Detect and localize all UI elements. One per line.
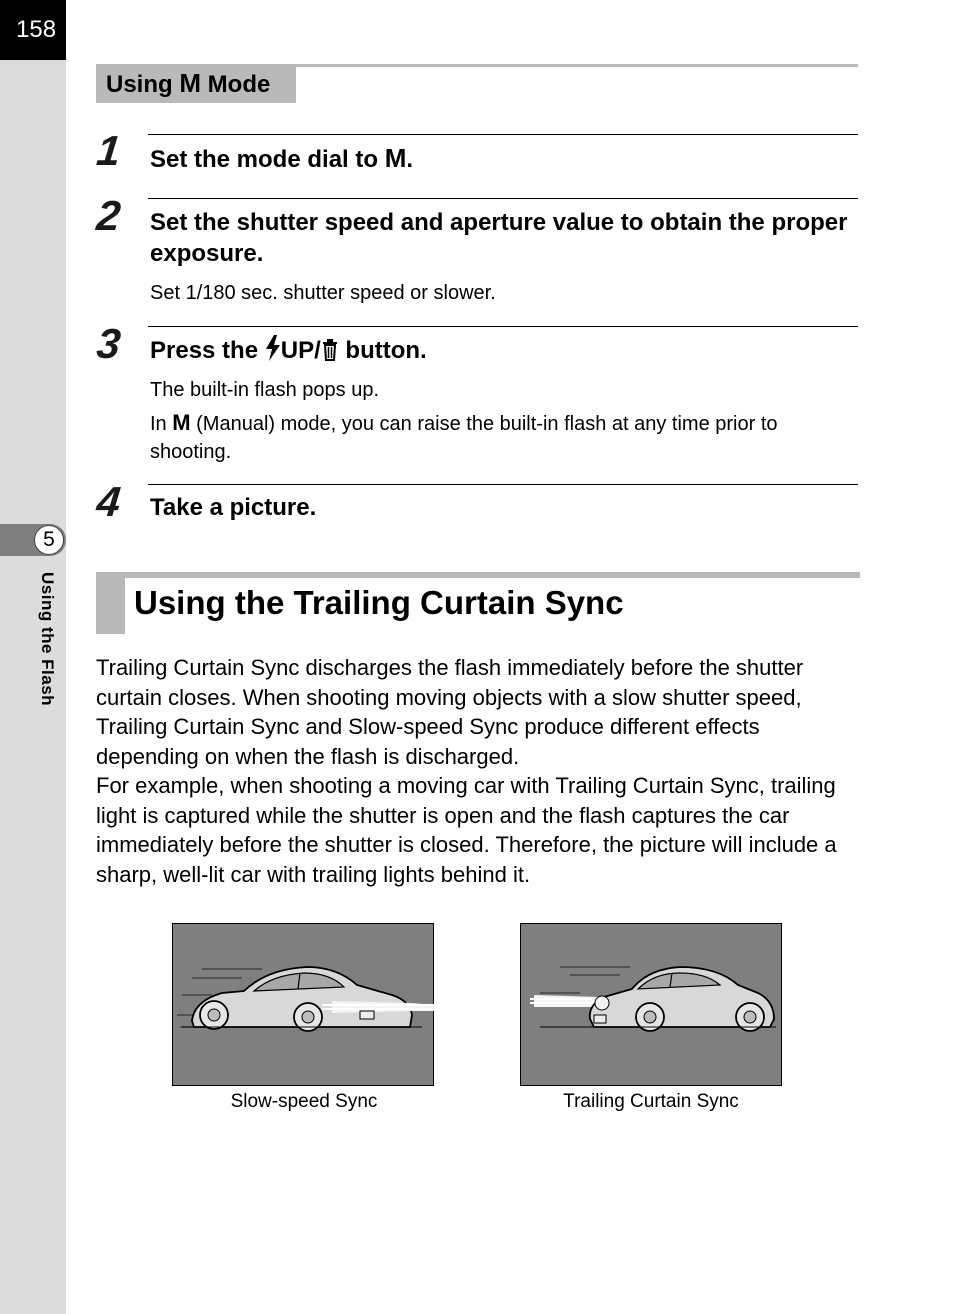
flash-bolt-icon <box>265 335 281 369</box>
step-rule-2 <box>148 198 858 199</box>
figure-caption-2: Trailing Curtain Sync <box>563 1091 739 1112</box>
paragraph-1: Trailing Curtain Sync discharges the flash immediately before the shutter curtain closes. When shooting moving objects with a slow shutter speed, Trailing Curtain Sync and Slow-speed Sync produce different effects depending on when the flash is discharged. <box>96 655 804 769</box>
manual-mode-glyph: M <box>172 410 191 435</box>
step-title-2: Set the shutter speed and aperture value to obtain the proper exposure. <box>150 209 848 267</box>
step-title-1 <box>150 143 850 175</box>
step-body-3a: The built-in flash pops up. <box>150 379 380 401</box>
trash-icon <box>321 338 339 369</box>
step-number-1: 1 <box>94 127 123 174</box>
section-marker <box>96 572 125 634</box>
manual-mode-glyph: M <box>384 143 407 173</box>
car-trailing-sync-illustration <box>520 923 782 1086</box>
note-prefix: In <box>150 413 173 435</box>
step-3-text: Press the <box>150 337 265 364</box>
step-1-text: Set the mode dial to <box>150 146 385 173</box>
step-rule-4 <box>148 484 858 485</box>
step-number-3: 3 <box>94 320 123 367</box>
step-number-4: 4 <box>94 478 123 525</box>
step-title-3 <box>150 335 850 369</box>
flash-up-label: UP/ <box>280 337 321 364</box>
section-body <box>96 653 861 889</box>
step-rule-1 <box>148 134 858 135</box>
section-title: Using the Trailing Curtain Sync <box>134 584 624 621</box>
step-number-2: 2 <box>94 192 123 239</box>
step-body-2: Set 1/180 sec. shutter speed or slower. <box>150 282 496 304</box>
step-3-button-word: button. <box>338 337 427 364</box>
paragraph-2: For example, when shooting a moving car with Trailing Curtain Sync, trailing light is captured while the shutter is open and the flash captures the car immediately before the shutter is closed. Therefore, the picture will include a sharp, well-lit car with trailing lights behind it. <box>96 773 837 887</box>
figure-caption-1: Slow-speed Sync <box>230 1091 378 1112</box>
mode-heading-prefix: Using <box>106 71 180 98</box>
page-number: 158 <box>0 0 66 60</box>
section-rule <box>96 572 860 578</box>
step-1-period: . <box>406 146 414 173</box>
step-rule-3 <box>148 326 858 327</box>
mode-heading-suffix: Mode <box>201 71 271 98</box>
chapter-label: Using the Flash <box>38 572 57 707</box>
note-text: (Manual) mode, you can raise the built-in flash at any time prior to shooting. <box>150 413 778 463</box>
chapter-number: 5 <box>34 525 64 555</box>
step-body-3b <box>150 409 858 466</box>
manual-mode-glyph: M <box>179 68 202 98</box>
mode-heading <box>96 64 296 103</box>
step-title-4: Take a picture. <box>150 494 317 521</box>
car-slow-sync-illustration <box>172 923 434 1086</box>
